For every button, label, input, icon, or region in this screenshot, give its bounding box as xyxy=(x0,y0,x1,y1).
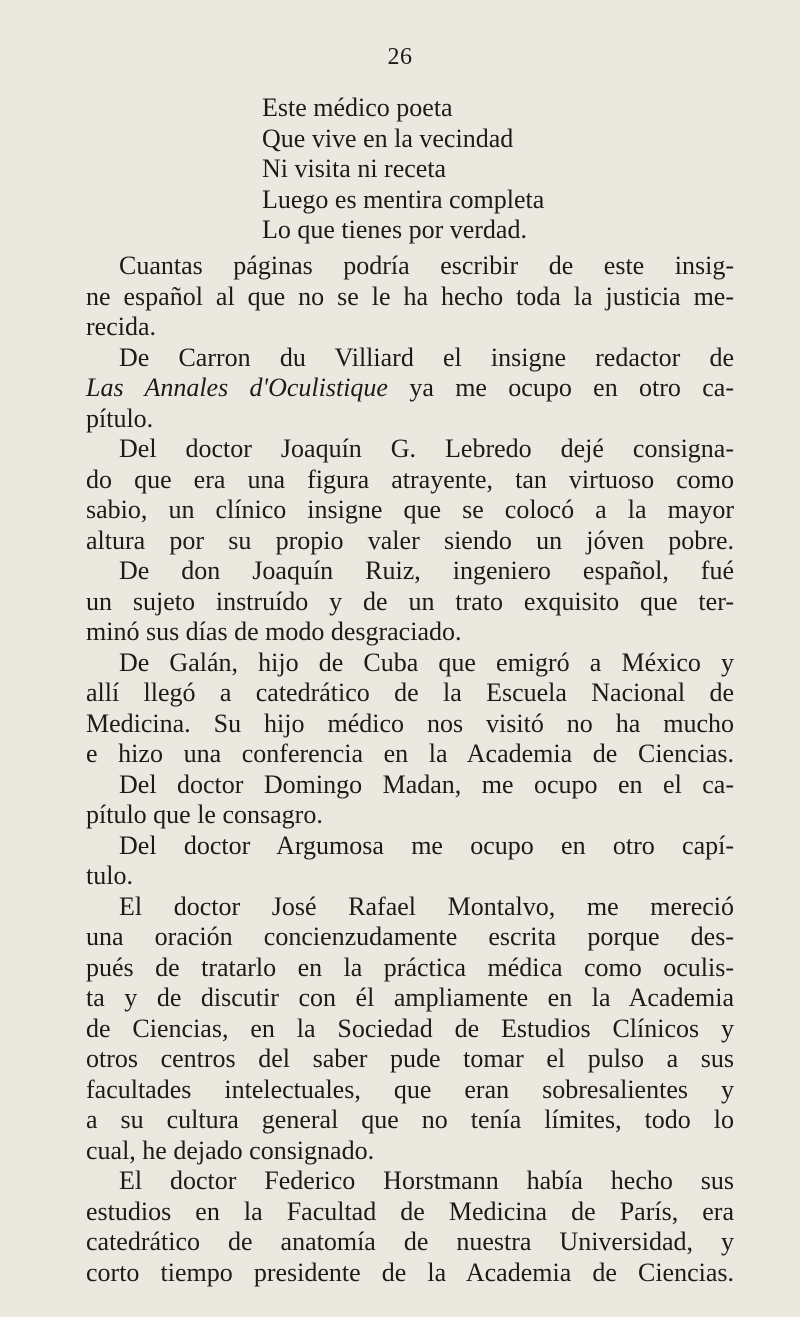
page-number: 26 xyxy=(387,44,413,70)
text-segment: pítulo. xyxy=(86,403,154,433)
verse-line: Que vive en la vecindad xyxy=(262,123,514,153)
text-line: minó sus días de modo desgraciado. xyxy=(86,617,462,646)
text-line: una oración concienzudamente escrita porque des- xyxy=(86,922,734,951)
text-line: Cuantas páginas podría escribir de este insig- xyxy=(119,251,734,280)
text-line: ne español al que no se le ha hecho toda la justicia me- xyxy=(86,281,734,311)
text-line: a su cultura general que no tenía límites, todo lo xyxy=(86,1105,734,1134)
journal-title: Las Annales d'Oculistique xyxy=(86,373,388,402)
text-line: De Galán, hijo de Cuba que emigró a México y xyxy=(119,647,734,677)
text-line: El doctor Federico Horstmann había hecho sus xyxy=(119,1166,734,1195)
paragraph xyxy=(86,556,734,648)
text-line: cual, he dejado consignado. xyxy=(86,1135,375,1165)
text-line: catedrático de anatomía de nuestra Universidad, y xyxy=(86,1227,734,1256)
text-line: Del doctor Domingo Madan, me ocupo en el ca- xyxy=(119,769,734,799)
paragraph xyxy=(86,892,734,1167)
text-line: otros centros del saber pude tomar el pulso a sus xyxy=(86,1044,734,1073)
paragraph xyxy=(86,251,734,343)
text-line: facultades intelectuales, que eran sobresalientes y xyxy=(86,1074,734,1104)
text-line: ta y de discutir con él ampliamente en la Academia xyxy=(86,983,734,1012)
body-text xyxy=(86,251,734,1288)
verse-line: Lo que tienes por verdad. xyxy=(262,215,527,244)
verse-line: Luego es mentira completa xyxy=(262,184,545,214)
text-line: tulo. xyxy=(86,861,133,890)
text-line: recida. xyxy=(86,312,157,341)
text-line: De don Joaquín Ruiz, ingeniero español, fué xyxy=(119,556,734,585)
paragraph xyxy=(86,1166,734,1288)
text-line: allí llegó a catedrático de la Escuela Nacional de xyxy=(86,678,734,707)
paragraph xyxy=(86,770,734,831)
text-line: Del doctor Joaquín G. Lebredo dejé consigna- xyxy=(119,434,734,463)
text-line: e hizo una conferencia en la Academia de Ciencias. xyxy=(86,739,734,768)
text-line: un sujeto instruído y de un trato exquisito que ter- xyxy=(86,586,734,616)
paragraph xyxy=(86,831,734,892)
text-line: sabio, un clínico insigne que se colocó a la mayor xyxy=(86,495,734,524)
text-line: El doctor José Rafael Montalvo, me mereció xyxy=(119,891,734,921)
text-line: pítulo que le consagro. xyxy=(86,800,323,829)
verse-line: Este médico poeta xyxy=(262,93,453,122)
text-line: altura por su propio valer siendo un jóven pobre. xyxy=(86,525,734,555)
text-line xyxy=(86,373,734,404)
text-line: Medicina. Su hijo médico nos visitó no ha mucho xyxy=(86,708,734,738)
text-segment: De Carron du Villiard el insigne redactor de xyxy=(119,342,734,372)
paragraph xyxy=(86,343,734,435)
text-line xyxy=(86,343,734,374)
text-line: corto tiempo presidente de la Academia de Ciencias. xyxy=(86,1257,734,1287)
text-line: estudios en la Facultad de Medicina de París, era xyxy=(86,1196,734,1226)
text-line: do que era una figura atrayente, tan virtuoso como xyxy=(86,464,734,494)
text-line: de Ciencias, en la Sociedad de Estudios Clínicos y xyxy=(86,1013,734,1043)
text-line: pués de tratarlo en la práctica médica como oculis- xyxy=(86,952,734,982)
text-segment: ya me ocupo en otro ca- xyxy=(387,373,734,402)
text-line: Del doctor Argumosa me ocupo en otro capí- xyxy=(119,830,734,860)
text-line xyxy=(86,404,734,435)
paragraph xyxy=(86,648,734,770)
verse-stanza xyxy=(262,93,544,246)
paragraph xyxy=(86,434,734,556)
verse-line: Ni visita ni receta xyxy=(262,154,447,183)
